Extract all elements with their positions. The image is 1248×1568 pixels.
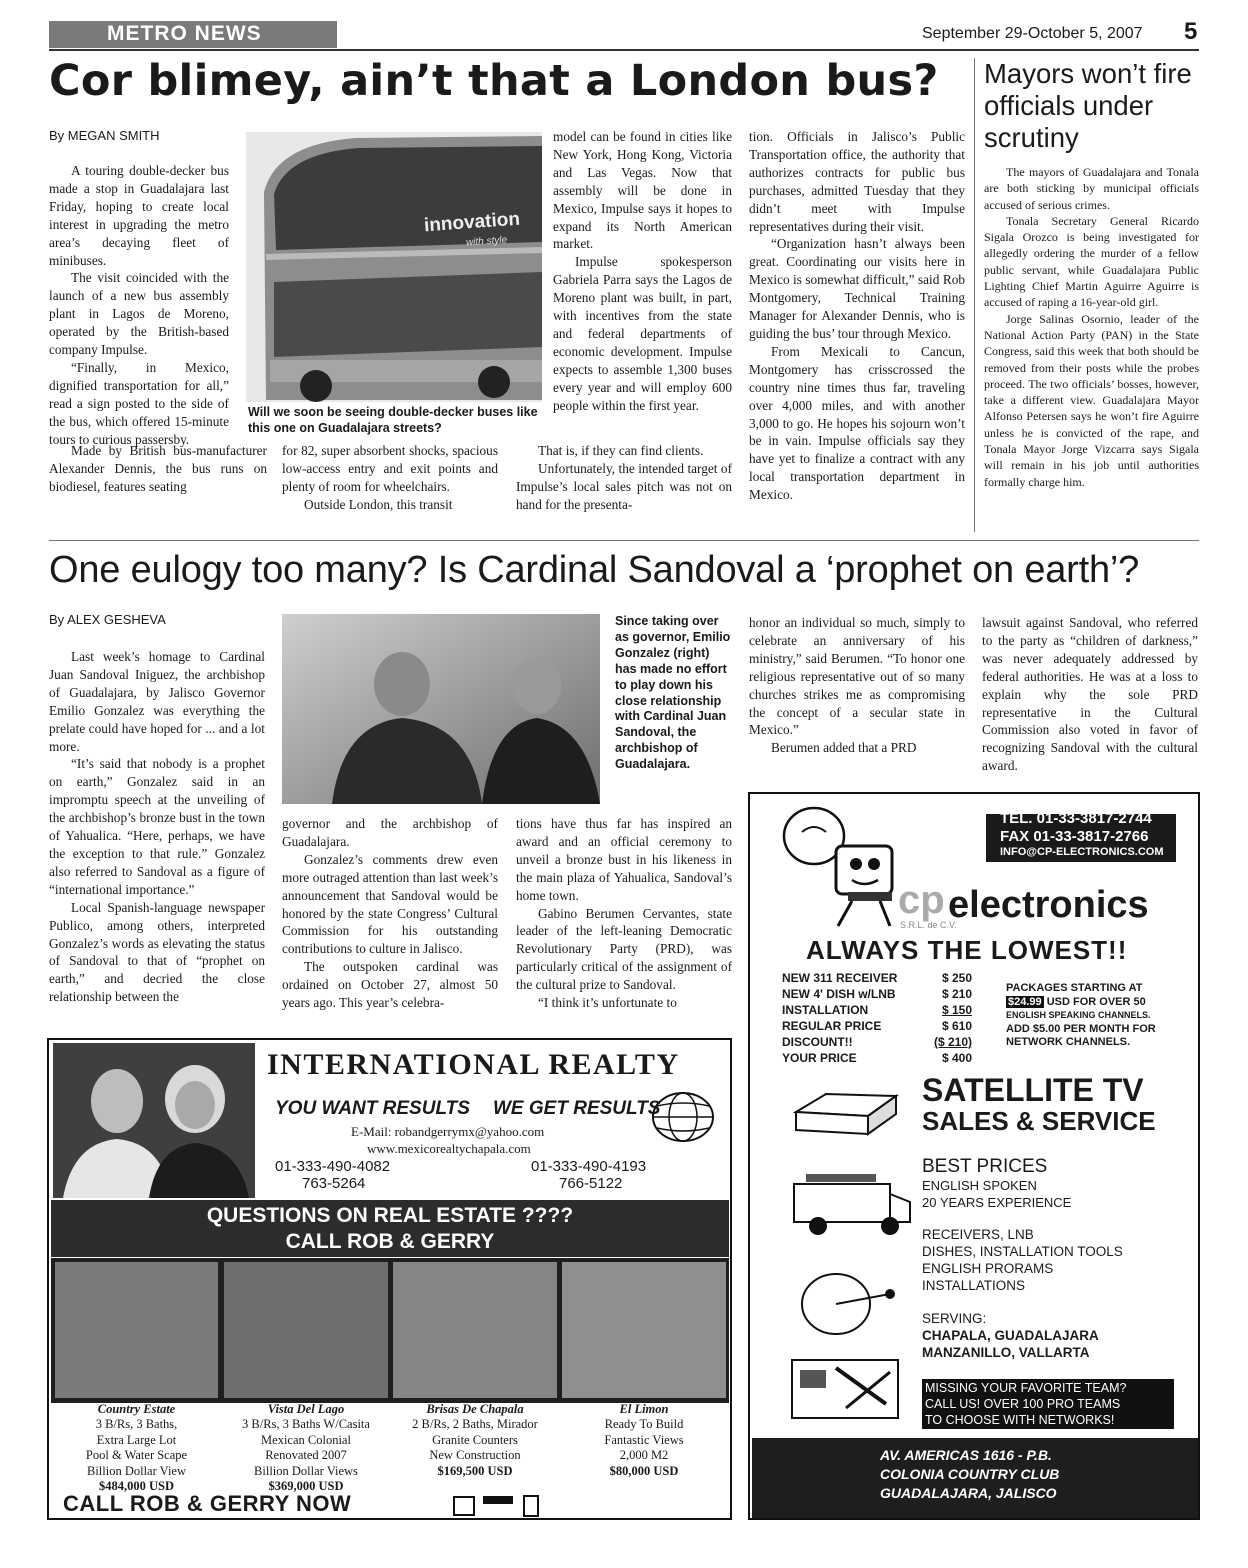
cp-price-table: NEW 311 RECEIVER $ 250 NEW 4' DISH w/LNB $ 210 INSTALLATION $ 150 REGULAR PRICE $ 610 DISCOUNT!! ($ 210) YOUR PRICE $ 400 bbox=[782, 971, 972, 1065]
cp-logo-word: electronics bbox=[948, 884, 1149, 926]
realty-website[interactable]: www.mexicorealtychapala.com bbox=[367, 1141, 531, 1156]
bus-photo-caption: Will we soon be seeing double-decker buses like this one on Guadalajara streets? bbox=[248, 405, 538, 435]
section-rule bbox=[49, 540, 1199, 541]
cp-logo-cp: cp bbox=[898, 878, 945, 922]
mls-logo-icon bbox=[453, 1496, 475, 1516]
story1-column-1b: Made by British bus-manufacturer Alexander Dennis, the bus runs on biodiesel, features seating bbox=[49, 443, 267, 494]
byline-story1: By MEGAN SMITH bbox=[49, 128, 160, 143]
realty-phone-2-short: 766-5122 bbox=[559, 1175, 623, 1192]
realty-email[interactable]: E-Mail: robandgerrymx@yahoo.com bbox=[351, 1124, 545, 1139]
cp-fax: FAX 01-33-3817-2766 bbox=[1000, 828, 1149, 845]
cp-logo-sub: S.R.L. de C.V. bbox=[900, 920, 957, 930]
cp-electronics-ad bbox=[748, 792, 1200, 1520]
cp-email[interactable]: INFO@CP-ELECTRONICS.COM bbox=[1000, 846, 1164, 858]
section-banner bbox=[49, 21, 337, 48]
story3-column-2: governor and the archbishop of Guadalajara. Gonzalez’s comments drew even more outraged attention than last week’s announcement that Sandoval would be honored by the state Congress’ Cultural Commission for his outstanding contributions to culture in Jalisco. The outspoken cardinal was ordained on October 27, almost 50 years ago. This year’s celebra- bbox=[282, 816, 498, 1011]
story1-column-2: for 82, super absorbent shocks, spacious low-access entry and exit points and plenty of room for wheelchairs. Outside London, this transit bbox=[282, 443, 498, 512]
cardinal-governor-photo-illustration bbox=[282, 614, 600, 804]
headline-cardinal: One eulogy too many? Is Cardinal Sandoval a ‘prophet on earth’? bbox=[49, 549, 1140, 591]
realty-banner: QUESTIONS ON REAL ESTATE ???? CALL ROB & GERRY bbox=[51, 1200, 729, 1257]
cp-serving: SERVING: CHAPALA, GUADALAJARA MANZANILLO, VALLARTA bbox=[922, 1311, 1099, 1360]
cp-packages: PACKAGES STARTING AT $24.99 USD FOR OVER 50 ENGLISH SPEAKING CHANNELS. ADD $5.00 PER MONTH FOR NETWORK CHANNELS. bbox=[1006, 982, 1156, 1048]
cp-promo-box: MISSING YOUR FAVORITE TEAM? CALL US! OVER 100 PRO TEAMS TO CHOOSE WITH NETWORKS! bbox=[922, 1379, 1174, 1429]
cp-phone: TEL. 01-33-3817-2744 bbox=[1000, 810, 1152, 827]
story1-column-3: model can be found in cities like New York, Hong Kong, Victoria and Las Vegas. Now that assembly will be done in Mexico, Impulse says it hopes to expand its North American market. Impulse spokesperson Gabriela Parra says the Lagos de Moreno plant was built, in part, with incentives from the state and federal departments of economic development. Impulse expects to assemble 1,300 buses every year and will employ 600 people within the first year. bbox=[553, 129, 732, 413]
cp-heading-satellite: SATELLITE TV bbox=[922, 1072, 1144, 1108]
headline-mayors: Mayors won’t fire officials under scrutiny bbox=[984, 58, 1192, 153]
realty-footer: CALL ROB & GERRY NOW bbox=[63, 1491, 352, 1516]
agents-photo bbox=[53, 1043, 255, 1198]
story3-column-5: lawsuit against Sandoval, who referred to the party as “children of darkness,” was never adequately addressed by federal authorities. He was at a loss to explain why the sole PRD representative in the Cultural Commission also voted in favor of recognizing Sandoval with the cultural award. bbox=[982, 615, 1198, 774]
bus-livery-subtext: with style bbox=[465, 234, 508, 249]
realty-phone-2: 01-333-490-4193 bbox=[531, 1158, 647, 1175]
van-icon bbox=[786, 1164, 916, 1244]
listing-3: Brisas De Chapala 2 B/Rs, 2 Baths, Mirador Granite Counters New Construction $169,500 USD bbox=[393, 1262, 557, 1479]
cp-services-list: RECEIVERS, LNB DISHES, INSTALLATION TOOLS ENGLISH PRORAMS INSTALLATIONS bbox=[922, 1227, 1123, 1293]
satellite-dish-icon bbox=[790, 1264, 910, 1344]
double-decker-bus-illustration bbox=[246, 132, 542, 402]
realty-ad bbox=[47, 1038, 732, 1520]
cp-heading-sales: SALES & SERVICE bbox=[922, 1106, 1156, 1136]
story1-column-1: A touring double-decker bus made a stop in Guadalajara last Friday, hoping to create local interest in upgrading the metro area’s decaying fleet of minibuses. The visit coincided with the launch of a new bus assembly plant in Lagos de Moreno, operated by the British-based company Impulse. “Finally, in Mexico, dignified transportation for all,” read a sign posted to the side of the bus, which offered 15-minute tours to curious passersby. bbox=[49, 163, 229, 447]
story3-column-3: tions have thus far has inspired an award and an official ceremony to unveil a bronze bust in his likeness in the main plaza of Yahualica, Sandoval’s home town. Gabino Berumen Cervantes, state leader of the left-leaning Democratic Revolutionary Party (PRD), was particularly critical of the assignment of the cultural prize to Sandoval. “I think it’s unfortunate to bbox=[516, 816, 732, 1011]
story3-column-4: honor an individual so much, simply to celebrate an anniversary of his ministry,” said Berumen. “To honor one religious representative out of so many churches strikes me as compromising the concept of a secular state in Mexico.” Berumen added that a PRD bbox=[749, 615, 965, 756]
realty-slogan-right: WE GET RESULTS bbox=[493, 1098, 661, 1119]
cp-years-experience: 20 YEARS EXPERIENCE bbox=[922, 1195, 1072, 1210]
headline-london-bus: Cor blimey, ain’t that a London bus? bbox=[49, 56, 939, 106]
cp-address-bar: AV. AMERICAS 1616 - P.B. COLONIA COUNTRY CLUB GUADALAJARA, JALISCO bbox=[752, 1438, 1198, 1518]
realtor-logo-icon bbox=[523, 1495, 539, 1517]
page-number: 5 bbox=[1184, 18, 1198, 45]
cp-tagline: ALWAYS THE LOWEST!! bbox=[806, 935, 1128, 965]
listing-4-photo bbox=[562, 1262, 726, 1398]
cardinal-photo bbox=[282, 614, 600, 804]
cp-best-prices: BEST PRICES bbox=[922, 1156, 1048, 1177]
realty-title: INTERNATIONAL REALTY bbox=[267, 1048, 680, 1081]
byline-story3: By ALEX GESHEVA bbox=[49, 612, 166, 627]
realty-slogan-left: YOU WANT RESULTS bbox=[275, 1098, 470, 1119]
listing-1: Country Estate 3 B/Rs, 3 Baths, Extra Large Lot Pool & Water Scape Billion Dollar View $484,000 USD bbox=[55, 1262, 218, 1494]
issue-date: September 29-October 5, 2007 bbox=[922, 25, 1143, 42]
cardinal-photo-caption: Since taking over as governor, Emilio Gonzalez (right) has made no effort to play down his close relationship with Cardinal Juan Sandoval, the archbishop of Guadalajara. bbox=[615, 614, 731, 772]
cp-english-spoken: ENGLISH SPOKEN bbox=[922, 1178, 1037, 1193]
bus-livery-text: innovation bbox=[423, 208, 521, 237]
section-label: METRO NEWS bbox=[107, 22, 262, 45]
receiver-box-icon bbox=[786, 1082, 906, 1152]
tools-icon bbox=[786, 1350, 906, 1426]
listing-2: Vista Del Lago 3 B/Rs, 3 Baths W/Casita Mexican Colonial Renovated 2007 Billion Dollar Views $369,000 USD bbox=[224, 1262, 388, 1494]
listing-3-photo bbox=[393, 1262, 557, 1398]
column-rule bbox=[974, 58, 975, 532]
globe-icon bbox=[645, 1088, 721, 1146]
story1-column-4: tion. Officials in Jalisco’s Public Transportation office, the authority that authorizes contracts for public bus purchases, admitted Tuesday that they didn’t meet with Impulse representatives during their visit. “Organization hasn’t always been great. Coordinating our visits here in Mexico is somewhat difficult,” said Rob Montgomery, Technical Training Manager for Alexander Dennis, who is guiding the bus’ tour through Mexico. From Mexicali to Cancun, Montgomery has crisscrossed the country nine times thus far, traveling over 4,000 miles, and with another 3,000 to go. He hopes his sojourn won’t be in vain. Impulse officials say they have yet to finalize a contract with any local transportation department in Mexico. bbox=[749, 129, 965, 503]
listing-1-photo bbox=[55, 1262, 218, 1398]
story1-column-3b: That is, if they can find clients. Unfortunately, the intended target of Impulse’s local sales pitch was not on hand for the presenta- bbox=[516, 443, 732, 512]
listing-2-photo bbox=[224, 1262, 388, 1398]
realty-phone-1-short: 763-5264 bbox=[302, 1175, 366, 1192]
realty-phone-1: 01-333-490-4082 bbox=[275, 1158, 391, 1175]
story2-body: The mayors of Guadalajara and Tonala are both sticking by municipal officials accused of serious crimes. Tonala Secretary General Ricardo Sigala Orozco is being investigated for allegedly ordering the murder of a fellow public servant, while Guadalajara Public Lighting Chief Martin Aguirre Aguirre is accused of raping a 16-year-old girl. Jorge Salinas Osornio, leader of the National Action Party (PAN) in the State Congress, said this week that both should be removed from their posts while the probes proceed. The two officials’ bosses, however, take a different view. Guadalajara Mayor Alfonso Petersen says he won’t fire Aguirre unless he is convicted of the rape, and Tonala Mayor Jorge Vizcarra says Sigala will remain in his job until authorities formally charge him. bbox=[984, 165, 1199, 489]
story3-column-1: Last week’s homage to Cardinal Juan Sandoval Iniguez, the archbishop of Guadalajara, by Jalisco Governor Emilio Gonzalez was everything the prelate could have hoped for ... and a lot more. “It’s said that nobody is a prophet on earth,” Gonzalez said in an impromptu speech at the unveiling of the archbishop’s bronze bust in the town of Yahualica. “Here, perhaps, we have the exception to that rule.” Gonzalez also referred to Sandoval as a figure of “international importance.” Local Spanish-language newspaper Publico, among others, interpreted Gonzalez’s words as elevating the status of Sandoval to that of “prophet on earth,” and decried the close relationship between the bbox=[49, 649, 265, 1005]
equal-housing-icon bbox=[483, 1496, 513, 1516]
masthead-rule bbox=[49, 49, 1199, 51]
listing-4: El Limon Ready To Build Fantastic Views 2,000 M2 $80,000 USD bbox=[562, 1262, 726, 1479]
agents-portrait-illustration bbox=[53, 1043, 255, 1198]
bus-photo bbox=[246, 132, 542, 402]
